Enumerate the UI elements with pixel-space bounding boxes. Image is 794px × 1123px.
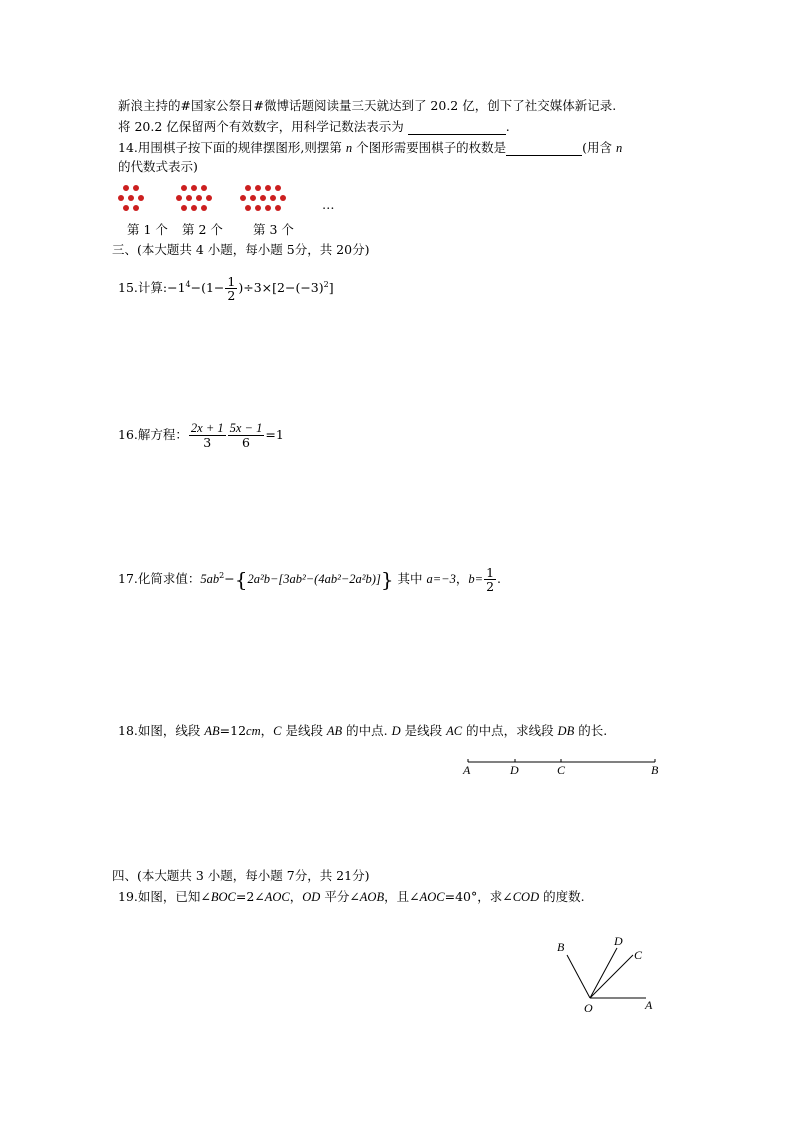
go-piece xyxy=(265,185,271,191)
figure-label-2: 第 2 个 xyxy=(182,222,223,237)
intro-line-2 xyxy=(118,119,510,135)
go-piece xyxy=(196,195,202,201)
go-piece xyxy=(123,205,129,211)
q18-ac: AC xyxy=(446,724,463,738)
q16-fraction-1 xyxy=(189,422,226,449)
q18-t3: ， xyxy=(260,723,274,738)
q17-expr-b: − xyxy=(224,571,235,586)
ray-label-c: C xyxy=(634,948,643,962)
q14-text-c: (用含 xyxy=(582,140,612,155)
q16-fraction-2 xyxy=(228,422,265,449)
q18-t8: 的长. xyxy=(574,723,608,738)
point-label-b: B xyxy=(651,763,659,777)
q19-t7: 的度数. xyxy=(539,889,585,904)
question-15 xyxy=(118,275,334,302)
figure-label-1: 第 1 个 xyxy=(127,222,168,237)
go-piece xyxy=(128,195,134,201)
q14-var-n2: n xyxy=(615,141,623,155)
q15-end: ] xyxy=(328,280,334,295)
q18-t5: 的中点. xyxy=(342,723,392,738)
answer-blank-14[interactable] xyxy=(506,142,582,156)
go-piece xyxy=(118,195,124,201)
q18-db: DB xyxy=(557,724,575,738)
answer-blank-13[interactable] xyxy=(408,121,506,135)
q15-fraction xyxy=(225,275,237,302)
q17-cond-a: a=−3 xyxy=(426,572,456,586)
ray-oc xyxy=(590,955,633,998)
q16-prefix: 16.解方程： xyxy=(118,427,188,442)
q17-inner: 2a²b−[3ab²−(4ab²−2a²b)] xyxy=(247,572,381,586)
q19-t1: 19.如图，已知∠ xyxy=(118,889,211,904)
q15-mid: −(1− xyxy=(190,280,225,295)
q16-f2-num: 5x − 1 xyxy=(229,421,263,435)
ray-ob xyxy=(567,955,590,998)
q16-f1-den: 3 xyxy=(203,435,212,450)
q14-line-2: 的代数式表示) xyxy=(118,159,198,174)
go-piece xyxy=(123,185,129,191)
q18-t1: 18.如图，线段 xyxy=(118,723,205,738)
go-piece xyxy=(255,205,261,211)
q16-f1-num: 2x + 1 xyxy=(190,421,224,435)
go-piece xyxy=(191,205,197,211)
go-piece xyxy=(275,205,281,211)
go-piece xyxy=(270,195,276,201)
q18-d: D xyxy=(391,724,401,738)
section-3-heading: 三、(本大题共 4 小题，每小题 5分，共 20分) xyxy=(112,242,370,257)
q19-cod: COD xyxy=(512,890,540,904)
question-16 xyxy=(118,422,284,449)
go-piece xyxy=(191,185,197,191)
q19-aob: AOB xyxy=(359,890,385,904)
go-piece xyxy=(265,205,271,211)
q14-text-a: 14.用围棋子按下面的规律摆图形,则摆第 xyxy=(118,140,342,155)
q18-cm: cm xyxy=(246,724,261,738)
q17-where: 其中 xyxy=(393,571,427,586)
q17-expr-a: 5ab xyxy=(200,572,220,586)
q18-t7: 的中点，求线段 xyxy=(462,723,558,738)
go-piece xyxy=(181,185,187,191)
q19-t3: ， xyxy=(289,889,303,904)
q17-cond-b: b= xyxy=(468,572,484,586)
go-piece xyxy=(186,195,192,201)
q16-f2-den: 6 xyxy=(242,435,250,450)
go-piece xyxy=(275,185,281,191)
go-piece xyxy=(138,195,144,201)
q17-fraction xyxy=(484,566,496,593)
q19-aoc2: AOC xyxy=(419,890,445,904)
go-piece xyxy=(133,205,139,211)
go-piece xyxy=(201,185,207,191)
q16-rhs: =1 xyxy=(265,427,284,442)
q14-var-n: n xyxy=(345,141,353,155)
go-piece xyxy=(250,195,256,201)
q15-exp2: 2 xyxy=(323,279,329,289)
q18-t6: 是线段 xyxy=(400,723,447,738)
point-label-d: D xyxy=(510,763,519,777)
intro-line-1: 新浪主持的#国家公祭日#微博话题阅读量三天就达到了 20.2 亿，创下了社交媒体新记录. xyxy=(118,98,617,113)
q19-t5: ，且∠ xyxy=(384,889,420,904)
point-label-c: C xyxy=(557,763,566,777)
q19-boc: BOC xyxy=(210,890,236,904)
q17-brace-right: } xyxy=(380,567,394,592)
go-piece xyxy=(260,195,266,201)
go-piece xyxy=(245,205,251,211)
q18-ab: AB xyxy=(204,724,220,738)
q19-aoc: AOC xyxy=(264,890,290,904)
q17-b-num: 1 xyxy=(486,565,495,580)
ray-label-b: B xyxy=(557,940,565,954)
go-piece xyxy=(240,195,246,201)
go-piece xyxy=(181,205,187,211)
intro-line-2-end: . xyxy=(505,119,510,134)
q14-text-b: 个图形需要围棋子的枚数是 xyxy=(356,140,507,155)
go-piece xyxy=(176,195,182,201)
go-piece xyxy=(201,205,207,211)
go-piece xyxy=(280,195,286,201)
q14-ellipsis: … xyxy=(322,197,335,212)
vertex-label-o: O xyxy=(584,1001,593,1015)
ray-label-a: A xyxy=(645,998,653,1012)
q19-t2: =2∠ xyxy=(235,889,265,904)
q15-exp4: 4 xyxy=(185,279,191,289)
go-piece xyxy=(133,185,139,191)
ray-od xyxy=(590,948,617,998)
q17-prefix: 17.化简求值： xyxy=(118,571,201,586)
q19-t6: =40°，求∠ xyxy=(444,889,513,904)
figure-label-3: 第 3 个 xyxy=(253,222,294,237)
q17-comma: ， xyxy=(455,571,469,586)
question-14 xyxy=(118,140,622,156)
point-label-a: A xyxy=(463,763,471,777)
q19-t4: 平分∠ xyxy=(320,889,360,904)
q18-ab2: AB xyxy=(326,724,343,738)
section-4-heading: 四、(本大题共 3 小题，每小题 7分，共 21分) xyxy=(112,868,370,883)
ray-label-d: D xyxy=(614,934,623,948)
q17-brace-left: { xyxy=(234,567,248,592)
go-piece xyxy=(206,195,212,201)
q15-prefix: 15.计算:−1 xyxy=(118,280,186,295)
q15-frac-den: 2 xyxy=(227,288,236,303)
q19-od: OD xyxy=(302,890,321,904)
q18-c: C xyxy=(273,724,282,738)
question-18 xyxy=(118,723,607,739)
q18-t2: =12 xyxy=(219,723,247,738)
go-piece xyxy=(255,185,261,191)
q17-b-den: 2 xyxy=(486,579,495,594)
intro-line-2-text: 将 20.2 亿保留两个有效数字，用科学记数法表示为 xyxy=(118,119,404,134)
go-piece xyxy=(245,185,251,191)
q18-t4: 是线段 xyxy=(281,723,327,738)
question-17: 17.化简求值：$5ab^2-\{2a^2b-[3ab^2-(4ab^2-2a^2b)]\}$ 其中 a=−3，b= $\frac{1}{2}$ . xyxy=(118,565,502,594)
q15-frac-num: 1 xyxy=(227,274,236,289)
go-pieces-figure xyxy=(118,182,348,216)
question-19 xyxy=(118,889,585,905)
q17-end: . xyxy=(497,571,502,586)
q15-rest: )÷3×[2−(−3) xyxy=(238,280,324,295)
